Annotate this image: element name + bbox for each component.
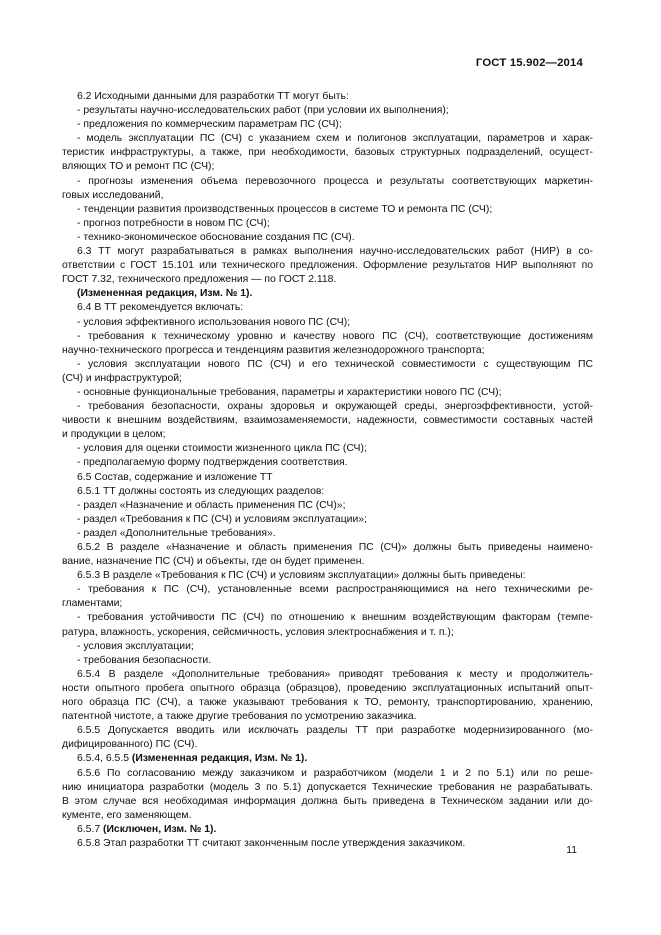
text-line	[62, 499, 593, 513]
line-text: - раздел «Назначение и область применения ПС (СЧ)»;	[77, 499, 346, 511]
line-text: вляющих ТО и ремонт ПС (СЧ);	[62, 161, 215, 173]
text-line	[62, 668, 593, 682]
line-text: - прогноз потребности в новом ПС (СЧ);	[77, 217, 270, 229]
text-line	[62, 414, 593, 428]
line-text: - условия эффективного использования нового ПС (СЧ);	[77, 316, 351, 328]
text-line	[62, 90, 593, 104]
text-line	[62, 654, 593, 668]
line-text: - предполагаемую форму подтверждения соответствия.	[77, 457, 348, 469]
line-text: ГОСТ 7.32, технического предложения — по ГОСТ 2.118.	[62, 274, 337, 286]
text-line	[62, 301, 593, 315]
text-line	[62, 273, 593, 287]
text-line	[62, 696, 593, 710]
line-text: ности опытного пробега опытного образца (образцов), проведению эксплуатационных испытаний опыт-	[62, 682, 593, 694]
text-line	[62, 555, 593, 569]
line-text: - результаты научно-исследовательских работ (при условии их выполнения);	[77, 105, 449, 117]
line-text: 6.5.5 Допускается вводить или исключать разделы ТТ при разработке модернизированного (мо-	[77, 725, 593, 737]
text-line	[62, 189, 593, 203]
text-line	[62, 724, 593, 738]
line-text: - модель эксплуатации ПС (СЧ) с указанием схем и полигонов эксплуатации, параметров и харак-	[77, 133, 593, 145]
line-text: ратура, влажность, ускорения, сейсмичность, условия электроснабжения и т. п.);	[62, 626, 454, 638]
text-line	[62, 471, 593, 485]
text-line	[62, 485, 593, 499]
line-text: - условия эксплуатации нового ПС (СЧ) и его технической совместимости с существующим ПС	[77, 358, 593, 370]
text-line	[62, 597, 593, 611]
line-text: - условия эксплуатации;	[77, 640, 194, 652]
text-line	[62, 400, 593, 414]
line-text: 6.3 ТТ могут разрабатываться в рамках выполнения научно-исследовательских работ (НИР) в со-	[77, 246, 593, 258]
page-number: 11	[566, 845, 577, 856]
text-line	[62, 372, 593, 386]
line-text: гламентами;	[62, 598, 123, 610]
line-text: 6.5.1 ТТ должны состоять из следующих разделов:	[77, 485, 325, 497]
text-line	[62, 710, 593, 724]
line-text: 6.5.2 В разделе «Назначение и область применения ПС (СЧ)» должны быть приведены наимено-	[77, 542, 593, 553]
text-line	[62, 442, 593, 456]
text-line	[62, 823, 593, 837]
text-line	[62, 837, 593, 851]
text-line	[62, 583, 593, 597]
text-line	[62, 738, 593, 752]
line-text: - раздел «Дополнительные требования».	[77, 527, 276, 539]
standard-code: ГОСТ 15.902—2014	[475, 57, 583, 69]
line-text: 6.5.7	[77, 823, 103, 835]
line-text: - технико-экономическое обоснование создания ПС (СЧ).	[77, 231, 355, 243]
line-text: - раздел «Требования к ПС (СЧ) и условиям эксплуатации»;	[77, 513, 367, 525]
line-text: теристик инфраструктуры, а также, при необходимости, базовых структурных подразделений, осущест-	[62, 147, 593, 159]
text-line	[62, 781, 593, 795]
text-line	[62, 104, 593, 118]
text-line	[62, 611, 593, 625]
line-text: патентной чистоте, а также другие требования по усмотрению заказчика.	[62, 711, 417, 723]
line-text: говых исследований,	[62, 189, 164, 201]
text-line	[62, 752, 593, 766]
text-line	[62, 203, 593, 217]
document-body	[62, 90, 593, 851]
line-text: - требования к ПС (СЧ), установленные всеми распространяющимися на него техническими ре-	[77, 584, 593, 596]
text-line	[62, 386, 593, 400]
line-text: (СЧ) и инфраструктурой;	[62, 372, 182, 384]
text-line	[62, 316, 593, 330]
line-text: 6.2 Исходными данными для разработки ТТ могут быть:	[77, 91, 349, 102]
line-text: 6.5.8 Этап разработки ТТ считают законченным после утверждения заказчиком.	[77, 837, 466, 849]
text-line	[62, 541, 593, 555]
text-line	[62, 682, 593, 696]
line-text: - условия для оценки стоимости жизненного цикла ПС (СЧ);	[77, 443, 367, 455]
text-line	[62, 245, 593, 259]
text-line	[62, 146, 593, 160]
text-line	[62, 175, 593, 189]
line-text: 6.5.3 В разделе «Требования к ПС (СЧ) и условиям эксплуатации» должны быть приведены:	[77, 570, 526, 582]
line-text: ответствии с ГОСТ 15.101 или технического предложения. Оформление результатов НИР выполняют по	[62, 260, 593, 272]
text-line	[62, 160, 593, 174]
line-text: - предложения по коммерческим параметрам ПС (СЧ);	[77, 119, 342, 131]
text-line	[62, 527, 593, 541]
text-line	[62, 513, 593, 527]
line-text: - основные функциональные требования, параметры и характеристики нового ПС (СЧ);	[77, 386, 502, 398]
text-line	[62, 118, 593, 132]
line-bold-suffix: (Исключен, Изм. № 1).	[103, 823, 217, 835]
text-line	[62, 640, 593, 654]
line-text: и продукции в целом;	[62, 429, 166, 441]
line-text: 6.5.4 В разделе «Дополнительные требования» приводят требования к месту и продолжитель-	[77, 668, 593, 680]
line-text: дифицированного) ПС (СЧ).	[62, 739, 198, 751]
line-text: 6.5.4, 6.5.5	[77, 753, 132, 765]
line-text: - требования к техническому уровню и качеству нового ПС (СЧ), соответствующие достижениям	[77, 330, 593, 342]
text-line	[62, 809, 593, 823]
line-text: 6.5 Состав, содержание и изложение ТТ	[77, 471, 273, 483]
text-line	[62, 358, 593, 372]
text-line	[62, 231, 593, 245]
text-line	[62, 795, 593, 809]
line-text: вание, назначение ПС (СЧ) и объекты, где он будет применен.	[62, 556, 365, 568]
line-text: - требования безопасности.	[77, 654, 212, 666]
text-line	[62, 287, 593, 301]
text-line	[62, 132, 593, 146]
text-line	[62, 259, 593, 273]
line-text: чивости к внешним воздействиям, взаимозаменяемости, надежности, совместимости составных частей	[62, 415, 593, 427]
text-line	[62, 428, 593, 442]
line-text: (Измененная редакция, Изм. № 1).	[77, 288, 253, 300]
line-text: нию инициатора разработки (модель 3 по 5.1) допускается Технические требования не разрабатывать.	[62, 781, 593, 793]
text-line	[62, 330, 593, 344]
line-text: кументе, его заменяющем.	[62, 809, 192, 821]
line-text: В этом случае вся необходимая информация должна быть приведена в Техническом задании или до-	[62, 795, 593, 807]
text-line	[62, 344, 593, 358]
line-text: - прогнозы изменения объема перевозочного процесса и результаты соответствующих маркетин-	[77, 175, 593, 187]
line-text: научно-технического прогресса и тенденциям развития железнодорожного транспорта;	[62, 344, 485, 356]
text-line	[62, 569, 593, 583]
text-line	[62, 456, 593, 470]
text-line	[62, 217, 593, 231]
line-bold-suffix: (Измененная редакция, Изм. № 1).	[131, 753, 308, 765]
line-text: - требования безопасности, охраны здоровья и окружающей среды, энергоэффективности, устой-	[77, 401, 593, 413]
line-text: ного образца ПС (СЧ), а также указывают требования к ТО, ремонту, транспортированию, хранению,	[62, 697, 593, 709]
line-text: 6.4 В ТТ рекомендуется включать:	[77, 302, 244, 314]
text-line	[62, 767, 593, 781]
line-text: 6.5.6 По согласованию между заказчиком и разработчиком (модели 1 и 2 по 5.1) или по реше-	[77, 767, 593, 779]
line-text: - тенденции развития производственных процессов в системе ТО и ремонта ПС (СЧ);	[77, 203, 493, 215]
line-text: - требования устойчивости ПС (СЧ) по отношению к внешним воздействующим факторам (темпе-	[77, 612, 593, 624]
text-line	[62, 626, 593, 640]
